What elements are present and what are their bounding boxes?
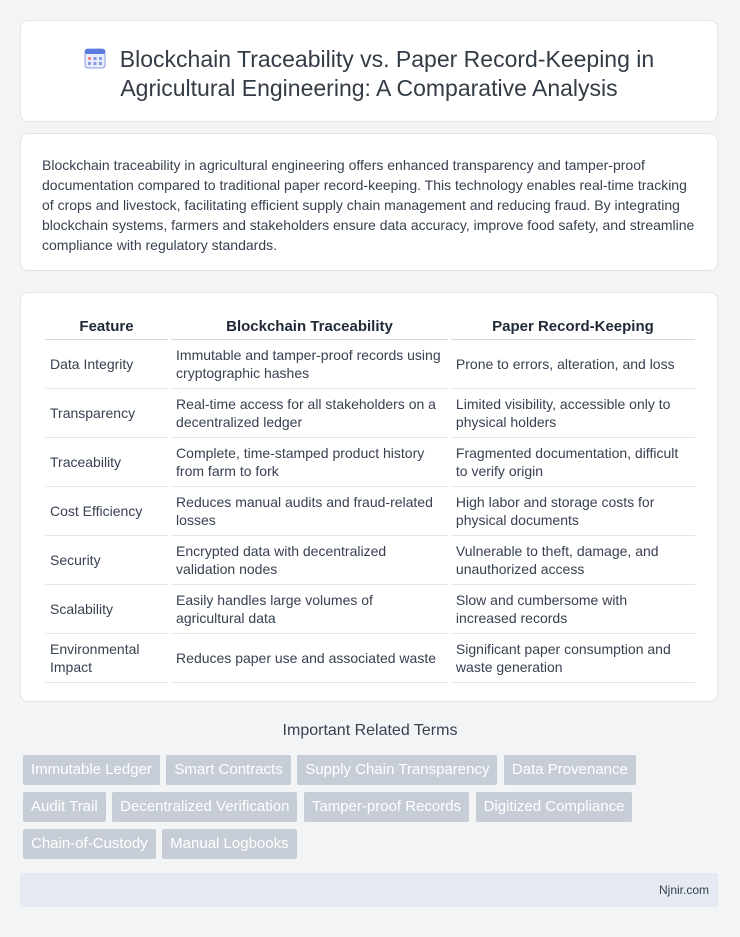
table-row	[45, 536, 695, 585]
table-row	[45, 340, 695, 389]
intro-paragraph: Blockchain traceability in agricultural engineering offers enhanced transparency and tamper-proof documentation compared to traditional paper record-keeping. This technology enables real-time tracking of crops and livestock, facilitating efficient supply chain management and reducing fraud. By integrating blockchain systems, farmers and stakeholders ensure data accuracy, improve food safety, and streamline compliance with regulatory standards.	[42, 157, 695, 253]
related-terms-heading: Important Related Terms	[282, 722, 458, 739]
header-feature: Feature	[45, 315, 168, 340]
blockchain-cell: Encrypted data with decentralized validation nodes	[171, 536, 448, 585]
tag-decentralized-verification[interactable]: Decentralized Verification	[112, 792, 297, 822]
blockchain-cell: Immutable and tamper-proof records using cryptographic hashes	[171, 340, 448, 389]
feature-cell: Environmental Impact	[45, 634, 168, 683]
related-terms-list	[23, 755, 713, 866]
comparison-card	[20, 292, 718, 702]
feature-cell: Security	[45, 536, 168, 585]
comparison-table	[42, 315, 698, 683]
tag-smart-contracts[interactable]: Smart Contracts	[166, 755, 290, 785]
paper-cell: Significant paper consumption and waste generation	[451, 634, 695, 683]
intro-card	[20, 133, 718, 271]
blockchain-cell: Complete, time-stamped product history from farm to fork	[171, 438, 448, 487]
paper-cell: Prone to errors, alteration, and loss	[451, 340, 695, 389]
paper-cell: High labor and storage costs for physical documents	[451, 487, 695, 536]
header-paper: Paper Record-Keeping	[451, 315, 695, 340]
footer	[20, 873, 718, 907]
feature-cell: Traceability	[45, 438, 168, 487]
title-line-1: Blockchain Traceability vs. Paper Record-Keeping in	[119, 46, 655, 72]
title-card	[20, 20, 718, 122]
tag-data-provenance[interactable]: Data Provenance	[504, 755, 636, 785]
feature-cell: Cost Efficiency	[45, 487, 168, 536]
calendar-grid-icon	[84, 47, 106, 69]
paper-cell: Vulnerable to theft, damage, and unauthorized access	[451, 536, 695, 585]
tag-digitized-compliance[interactable]: Digitized Compliance	[476, 792, 633, 822]
blockchain-cell: Reduces paper use and associated waste	[171, 634, 448, 683]
table-header-row	[45, 315, 695, 340]
tag-supply-chain-transparency[interactable]: Supply Chain Transparency	[297, 755, 497, 785]
tag-immutable-ledger[interactable]: Immutable Ledger	[23, 755, 160, 785]
page-title	[21, 45, 717, 103]
tag-tamper-proof-records[interactable]: Tamper-proof Records	[304, 792, 469, 822]
feature-cell: Data Integrity	[45, 340, 168, 389]
header-blockchain: Blockchain Traceability	[171, 315, 448, 340]
table-row	[45, 487, 695, 536]
paper-cell: Limited visibility, accessible only to physical holders	[451, 389, 695, 438]
blockchain-cell: Real-time access for all stakeholders on a decentralized ledger	[171, 389, 448, 438]
table-row	[45, 438, 695, 487]
tag-manual-logbooks[interactable]: Manual Logbooks	[162, 829, 296, 859]
table-row	[45, 585, 695, 634]
table-row	[45, 389, 695, 438]
tag-audit-trail[interactable]: Audit Trail	[23, 792, 106, 822]
blockchain-cell: Reduces manual audits and fraud-related losses	[171, 487, 448, 536]
footer-site-link[interactable]: Njnir.com	[658, 883, 709, 897]
paper-cell: Fragmented documentation, difficult to verify origin	[451, 438, 695, 487]
table-row	[45, 634, 695, 683]
tag-chain-of-custody[interactable]: Chain-of-Custody	[23, 829, 156, 859]
paper-cell: Slow and cumbersome with increased records	[451, 585, 695, 634]
title-line-2: Agricultural Engineering: A Comparative Analysis	[120, 75, 618, 101]
feature-cell: Scalability	[45, 585, 168, 634]
feature-cell: Transparency	[45, 389, 168, 438]
blockchain-cell: Easily handles large volumes of agricultural data	[171, 585, 448, 634]
